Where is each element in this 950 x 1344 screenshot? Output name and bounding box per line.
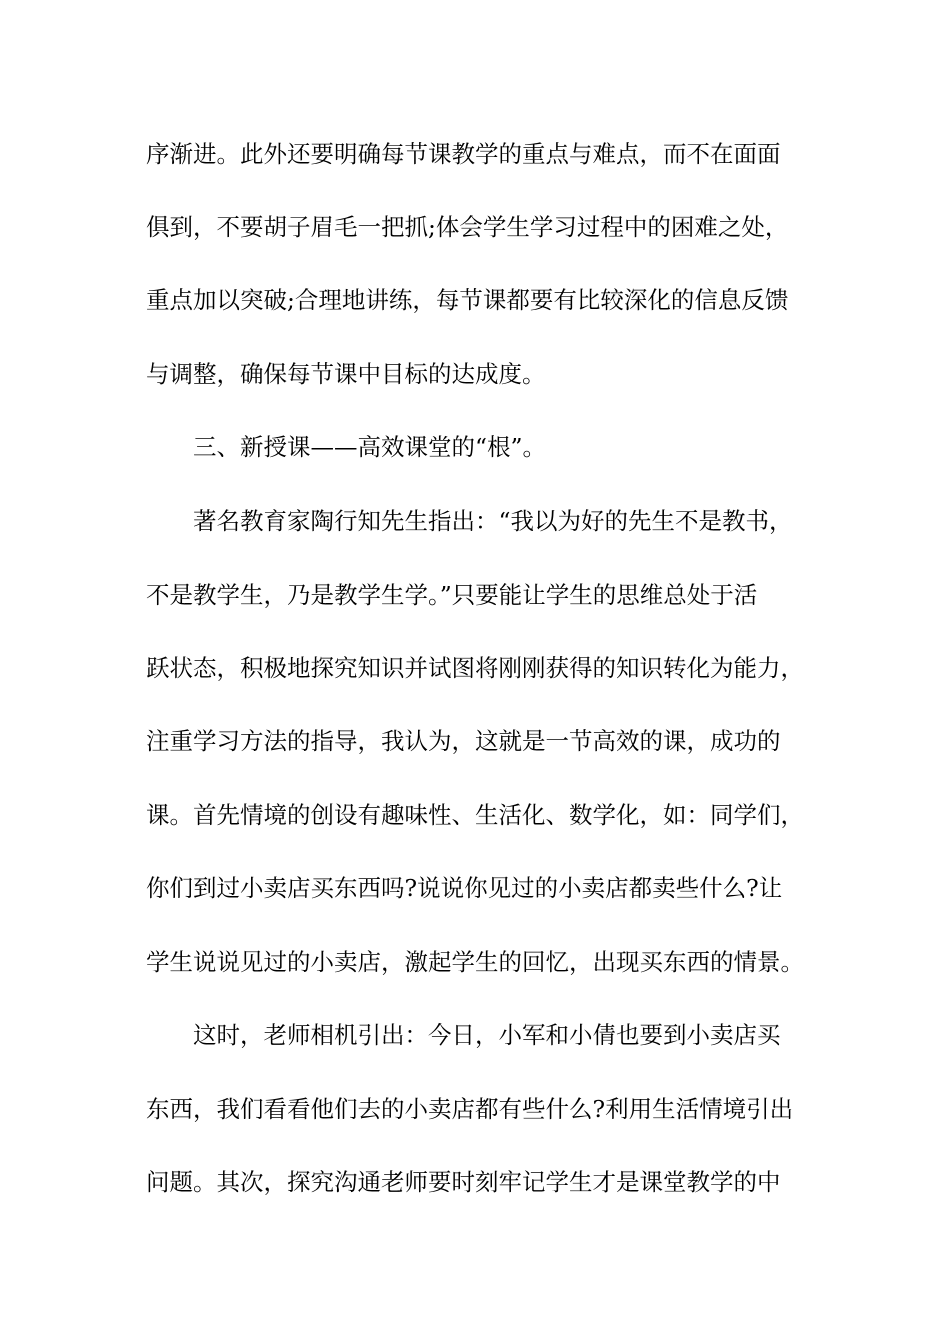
text-line-4: 与调整，确保每节课中目标的达成度。 <box>146 360 546 388</box>
section-heading: 三、新授课——高效课堂的“根”。 <box>193 433 547 461</box>
text-line-12: 学生说说见过的小卖店，激起学生的回忆，出现买东西的情景。 <box>146 948 804 976</box>
text-line-3: 重点加以突破;合理地讲练，每节课都要有比较深化的信息反馈 <box>146 286 789 314</box>
text-line-15: 问题。其次，探究沟通老师要时刻牢记学生才是课堂教学的中 <box>146 1168 781 1196</box>
text-line-6: 著名教育家陶行知先生指出：“我以为好的先生不是教书， <box>193 507 793 535</box>
text-line-11: 你们到过小卖店买东西吗?说说你见过的小卖店都卖些什么?让 <box>146 874 783 902</box>
text-line-1: 序渐进。此外还要明确每节课教学的重点与难点，而不在面面 <box>146 140 781 168</box>
text-line-9: 注重学习方法的指导，我认为，这就是一节高效的课，成功的 <box>146 727 781 755</box>
text-line-13: 这时，老师相机引出：今日，小军和小倩也要到小卖店买 <box>193 1021 781 1049</box>
text-line-10: 课。首先情境的创设有趣味性、生活化、数学化，如：同学们， <box>146 801 804 829</box>
text-line-8: 跃状态，积极地探究知识并试图将刚刚获得的知识转化为能力， <box>146 654 804 682</box>
text-line-14: 东西，我们看看他们去的小卖店都有些什么?利用生活情境引出 <box>146 1095 794 1123</box>
text-line-7: 不是教学生，乃是教学生学。”只要能让学生的思维总处于活 <box>146 581 758 609</box>
text-line-2: 俱到，不要胡子眉毛一把抓;体会学生学习过程中的困难之处， <box>146 213 789 241</box>
